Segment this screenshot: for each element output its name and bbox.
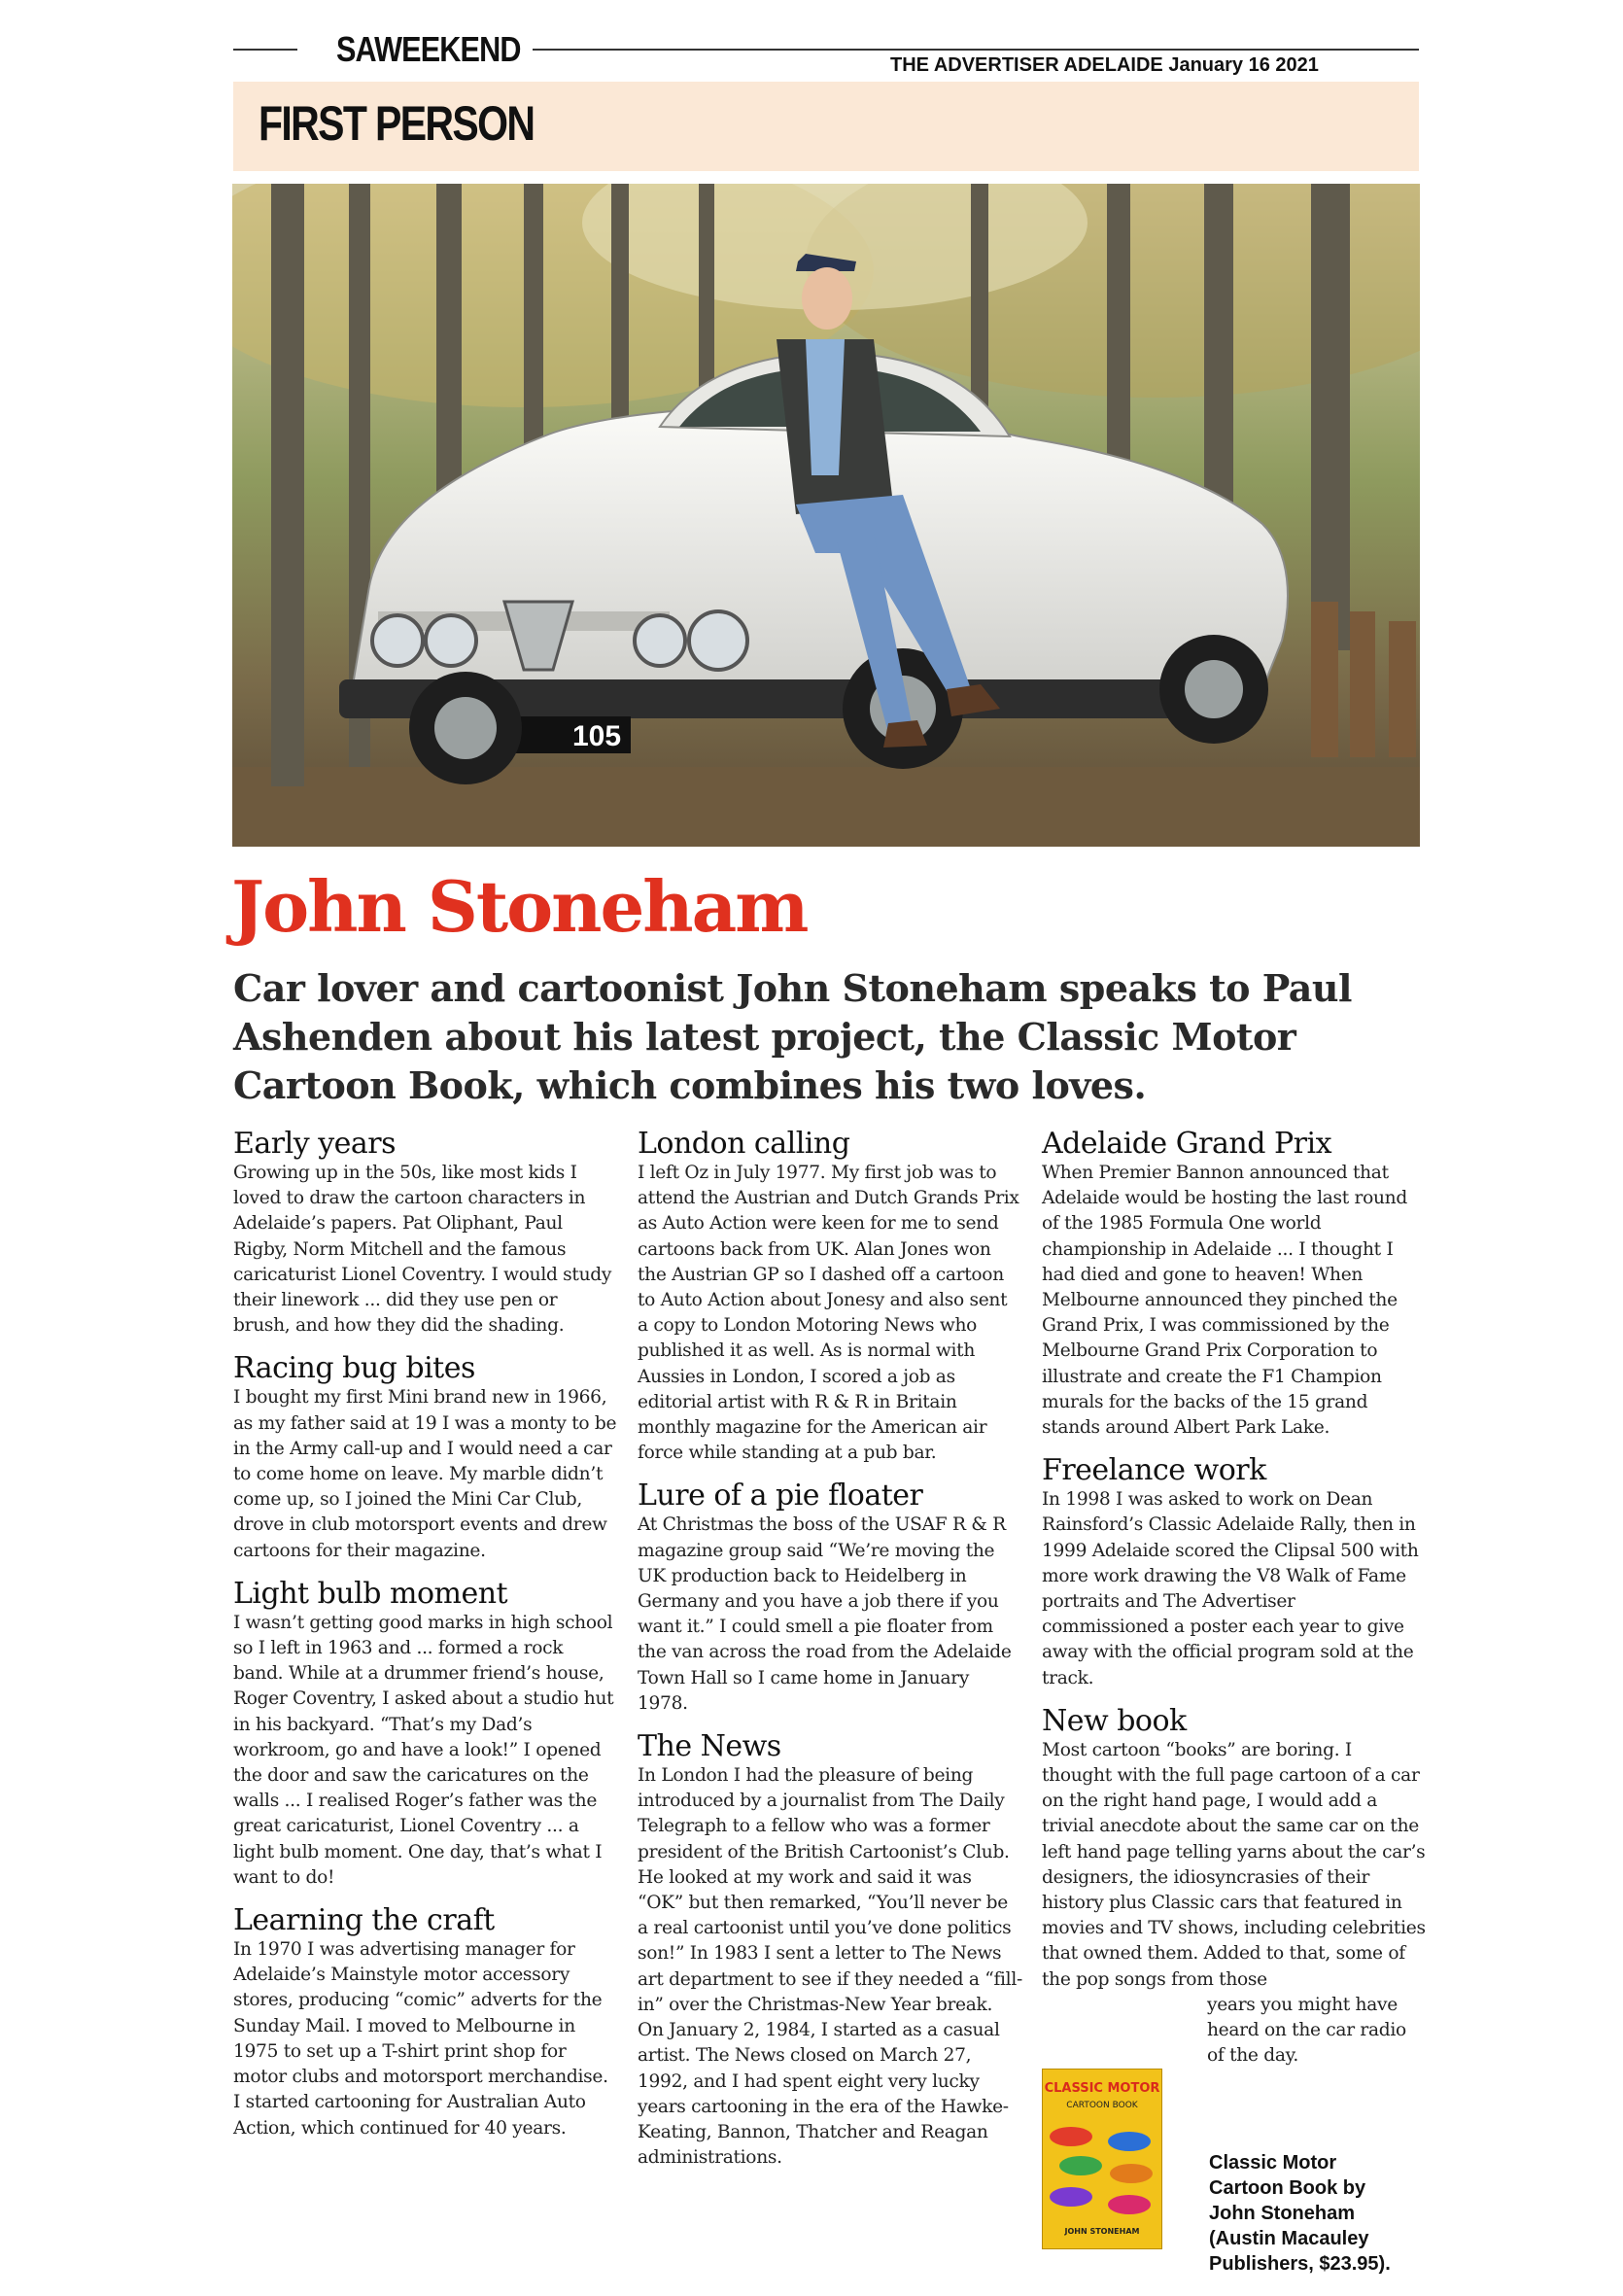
section-heading: Learning the craft	[233, 1903, 495, 1938]
section-body: In 1998 I was asked to work on Dean Rainsford’s Classic Adelaide Rally, then in 1999 Adelaide scored the Clipsal 500 with more work drawing the V8 Walk of Fame portraits and The Advertiser commissioned a poster each year to give away with the official program sold at the track.	[1042, 1489, 1419, 1688]
publication-line: THE ADVERTISER ADELAIDE January 16 2021	[890, 54, 1319, 76]
bollards	[1311, 602, 1416, 757]
section-heading: Light bulb moment	[233, 1576, 508, 1611]
masthead: SAWEEKEND	[336, 29, 521, 69]
section-body: In London I had the pleasure of being introduced by a journalist from The Daily Telegraph to a fellow who was a former president of the British Cartoonist’s Club. He looked at my work and said it was “OK” but then remarked, “You’ll never be a real cartoonist until you’ve done politics son!” In 1983 I sent a letter to The News art department to see if they needed a “fill-in” over the Christmas-New Year break. On January 2, 1984, I started as a casual artist. The News closed on March 27, 1992, and I had spent eight very lucky years cartooning in the era of the Hawke-Keating, Bannon, Thatcher and Reagan administrations.	[638, 1765, 1022, 2169]
book-cover-author: JOHN STONEHAM	[1064, 2227, 1140, 2236]
section-heading: The News	[638, 1729, 781, 1764]
article-column-2	[638, 1128, 1022, 2184]
section-heading: Early years	[233, 1127, 397, 1161]
article-column-1	[233, 1128, 618, 2155]
section-body: I bought my first Mini brand new in 1966, as my father said at 19 I was a monty to be in the Army call-up and I would need a car to come home on leave. My marble didn’t come up, so I joined the Mini Car Club, drove in club motorsport events and drew cartoons for their magazine.	[233, 1387, 617, 1561]
portrait-photo	[232, 184, 1420, 847]
section-body: I left Oz in July 1977. My first job was to attend the Austrian and Dutch Grands Prix as Auto Action were keen for me to send cartoons back from UK. Alan Jones won the Austrian GP so I dashed off a cartoon to Auto Action about Jonesy and also sent a copy to London Motoring News who published it as well. As is normal with Aussies in London, I scored a job as editorial artist with R & R in Britain monthly magazine for the American air force while standing at a pub bar.	[638, 1163, 1019, 1464]
section-heading: New book	[1042, 1703, 1187, 1738]
section-heading: Racing bug bites	[233, 1351, 475, 1386]
book-cover-image	[1042, 2069, 1162, 2249]
masthead-rule-left	[233, 49, 297, 51]
headline: John Stoneham	[231, 865, 808, 948]
section-heading: Freelance work	[1042, 1453, 1266, 1488]
section-label: FIRST PERSON	[259, 96, 535, 151]
number-plate: 105	[572, 720, 622, 752]
article-column-3	[1042, 1128, 1427, 2083]
masthead-rule-right	[533, 49, 1419, 51]
book-cover-title: CLASSIC MOTOR	[1044, 2081, 1160, 2096]
section-body-tail: years you might have heard on the car radio of the day.	[1207, 1994, 1406, 2067]
section-body: When Premier Bannon announced that Adelaide would be hosting the last round of the 1985 Formula One world championship in Adelaide ... I thought I had died and gone to heaven! When Melbourne announced they pinched the Grand Prix, I was commissioned by the Melbourne Grand Prix Corporation to illustrate and create the F1 Champion murals for the backs of the 15 grand stands around Albert Park Lake.	[1042, 1163, 1407, 1439]
section-body: I wasn’t getting good marks in high school so I left in 1963 and ... formed a rock band. While at a drummer friend’s house, Roger Coventry, I asked about a studio hut in his backyard. “That’s my Dad’s workroom, go and have a look!” I opened the door and saw the caricatures on the walls ... I realised Roger’s father was the great caricaturist, Lionel Coventry ... a light bulb moment. One day, that’s what I want to do!	[233, 1612, 614, 1888]
section-body: Most cartoon “books” are boring. I thought with the full page cartoon of a car on the right hand page, I would add a trivial anecdote about the same car on the left hand page telling yarns about the car’s designers, the idiosyncrasies of their history plus Classic cars that featured in movies and TV shows, including celebrities that owned them. Added to that, some of the pop songs from those	[1042, 1739, 1426, 1990]
book-caption: Classic Motor Cartoon Book by John Stoneham (Austin Macauley Publishers, $23.95).	[1209, 2152, 1391, 2275]
section-heading: Adelaide Grand Prix	[1042, 1127, 1331, 1161]
section-body: Growing up in the 50s, like most kids I loved to draw the cartoon characters in Adelaide’s papers. Pat Oliphant, Paul Rigby, Norm Mitchell and the famous caricaturist Lionel Coventry. I would study their linework ... did they use pen or brush, and how they did the shading.	[233, 1163, 612, 1337]
section-heading: London calling	[638, 1127, 850, 1161]
section-body: At Christmas the boss of the USAF R & R magazine group said “We’re moving the UK production back to Heidelberg in Germany and you have a job there if you want it.” I could smell a pie floater from the van across the road from the Adelaide Town Hall so I came home in January 1978.	[638, 1514, 1012, 1714]
section-heading: Lure of a pie floater	[638, 1478, 923, 1513]
book-cover-subtitle: CARTOON BOOK	[1066, 2101, 1138, 2110]
section-body: In 1970 I was advertising manager for Adelaide’s Mainstyle motor accessory stores, producing “comic” adverts for the Sunday Mail. I moved to Melbourne in 1975 to set up a T-shirt print shop for motor clubs and motorsport merchandise. I started cartooning for Australian Auto Action, which continued for 40 years.	[233, 1939, 608, 2139]
standfirst: Car lover and cartoonist John Stoneham speaks to Paul Ashenden about his latest project, the Classic Motor Cartoon Book, which combines his two loves.	[233, 966, 1352, 1107]
